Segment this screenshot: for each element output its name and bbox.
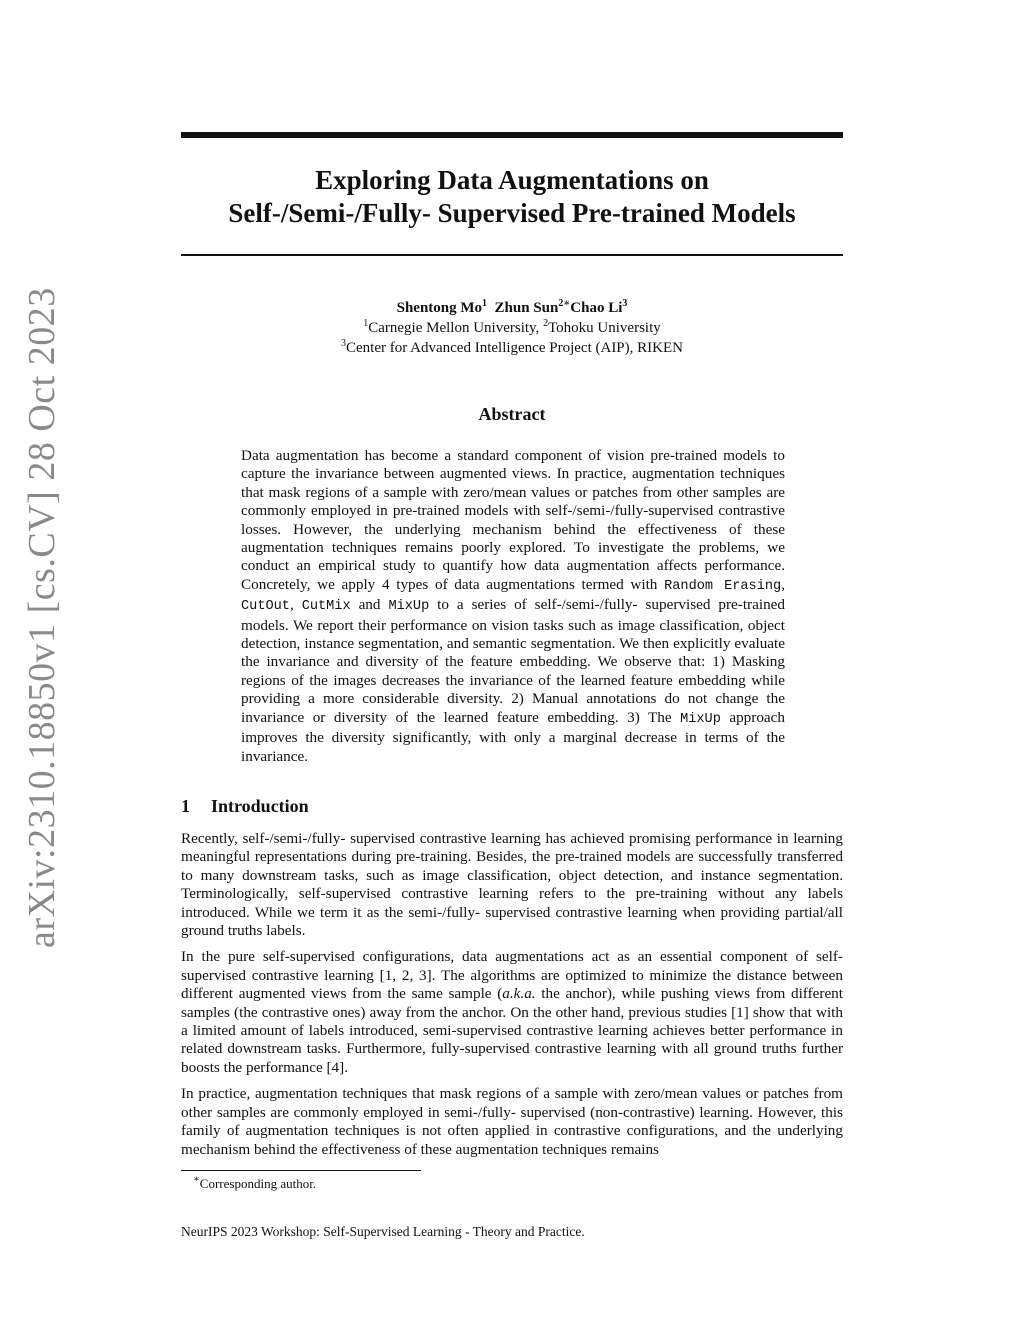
affiliation-2: Tohoku University	[548, 320, 661, 336]
intro-paragraph-3: In practice, augmentation techniques that mask regions of a sample with zero/mean values or patches from other samples are commonly employed in semi-/fully- supervised (non-contrastive) learning. However, this family of augmentation techniques is not often applied in contrastive configurations, and the underlying mechanism behind the effectiveness of these augmentation techniques remains	[181, 1085, 843, 1158]
abstract-body	[241, 447, 785, 766]
abstract-heading: Abstract	[478, 404, 546, 424]
title-top-rule	[181, 132, 843, 138]
intro-p2-italic: a.k.a.	[502, 985, 536, 1003]
affiliation-3-mark: 3	[341, 338, 346, 349]
introduction-body	[181, 830, 843, 1167]
footnote-mark: ∗	[193, 1174, 200, 1185]
intro-paragraph-2	[181, 948, 843, 1077]
abstract-paragraph	[241, 447, 785, 766]
abstract-sep-2: ,	[289, 596, 302, 614]
author-1: Shentong Mo	[396, 300, 483, 316]
abstract-text-1: Data augmentation has become a standard component of vision pre-trained models to capture the invariance between augmented views. In practice, augmentation techniques that mask regions of a sample with zero/mean values or patches from other samples are commonly employed in pre-trained models with self-/semi-/fully-supervised contrastive losses. However, the underlying mechanism behind the effectiveness of these augmentation techniques remains poorly explored. To investigate the problems, we conduct an empirical study to quantify how data augmentation affects performance. Concretely, we apply 4 types of data augmentations termed with	[241, 447, 785, 593]
author-3-affil: 3	[622, 298, 628, 309]
abstract-sep-1: ,	[781, 575, 785, 593]
affiliation-1-mark: 1	[363, 318, 369, 329]
intro-paragraph-1: Recently, self-/semi-/fully- supervised contrastive learning has achieved promising performance in learning meaningful representations during pre-training. Besides, the pre-trained models are successfully transferred to many downstream tasks, such as image classification, object detection, and instance segmentation. Terminologically, self-supervised contrastive learning refers to the pre-training without any labels introduced. While we term it as the semi-/fully- supervised contrastive learning when providing partial/all ground truths labels.	[181, 830, 843, 940]
code-random-erasing: Random Erasing	[664, 578, 782, 594]
footnote-rule	[181, 1170, 421, 1171]
author-3: Chao Li	[570, 300, 623, 316]
footnote-text: Corresponding author.	[199, 1176, 317, 1191]
section-number: 1	[181, 796, 190, 816]
venue-footer: NeurIPS 2023 Workshop: Self-Supervised Learning - Theory and Practice.	[181, 1224, 585, 1239]
section-title: Introduction	[211, 796, 309, 816]
author-block	[181, 298, 843, 358]
title-line-1: Exploring Data Augmentations on	[315, 165, 709, 195]
affiliation-2-mark: 2	[543, 318, 549, 329]
footnote	[193, 1176, 316, 1192]
author-2-affil: 2∗	[558, 298, 571, 309]
section-heading-introduction	[181, 796, 843, 817]
author-1-affil: 1	[482, 298, 488, 309]
affiliation-line-1	[181, 318, 843, 338]
abstract-text-3: approach improves the diversity significantly, with only a marginal decrease in terms of the invariance.	[241, 708, 786, 765]
author-names	[181, 298, 843, 318]
paper-title	[181, 164, 843, 230]
code-mixup-2: MixUp	[680, 711, 721, 727]
title-line-2: Self-/Semi-/Fully- Supervised Pre-trained Models	[228, 198, 796, 228]
code-cutout: CutOut	[241, 599, 290, 615]
abstract-text-2: to a series of self-/semi-/fully- supervised pre-trained models. We report their performance on vision tasks such as image classification, object detection, instance segmentation, and semantic segmentation. We then explicitly evaluate the invariance and diversity of the feature embedding. We observe that: 1) Masking regions of the images decreases the invariance of the learned feature embedding while providing a more considerable diversity. 2) Manual annotations do not change the invariance or diversity of the learned feature embedding. 3) The	[241, 596, 786, 726]
affiliation-3: Center for Advanced Intelligence Project (AIP), RIKEN	[346, 340, 683, 356]
intro-p2-text-b: the anchor), while pushing views from different samples (the contrastive ones) away from the anchor. On the other hand, previous studies [1] show that with a limited amount of labels introduced, semi-supervised contrastive learning achieves better performance in related downstream tasks. Furthermore, fully-supervised contrastive learning with all ground truths further boosts the performance [4].	[181, 985, 843, 1076]
author-2: Zhun Sun	[494, 300, 559, 316]
title-bottom-rule	[181, 254, 843, 256]
code-cutmix: CutMix	[301, 599, 351, 615]
intro-p2-text-a: In the pure self-supervised configurations, data augmentations act as an essential component of self-supervised contrastive learning [1, 2, 3]. The algorithms are optimized to minimize the distance between different augmented views from the same sample (	[181, 948, 843, 1003]
arxiv-sidebar-id: arXiv:2310.18850v1 [cs.CV] 28 Oct 2023	[21, 287, 63, 948]
code-mixup: MixUp	[388, 599, 430, 615]
affiliation-1: Carnegie Mellon University,	[368, 320, 544, 336]
abstract-sep-3: and	[350, 596, 389, 614]
affiliation-line-2	[181, 338, 843, 358]
